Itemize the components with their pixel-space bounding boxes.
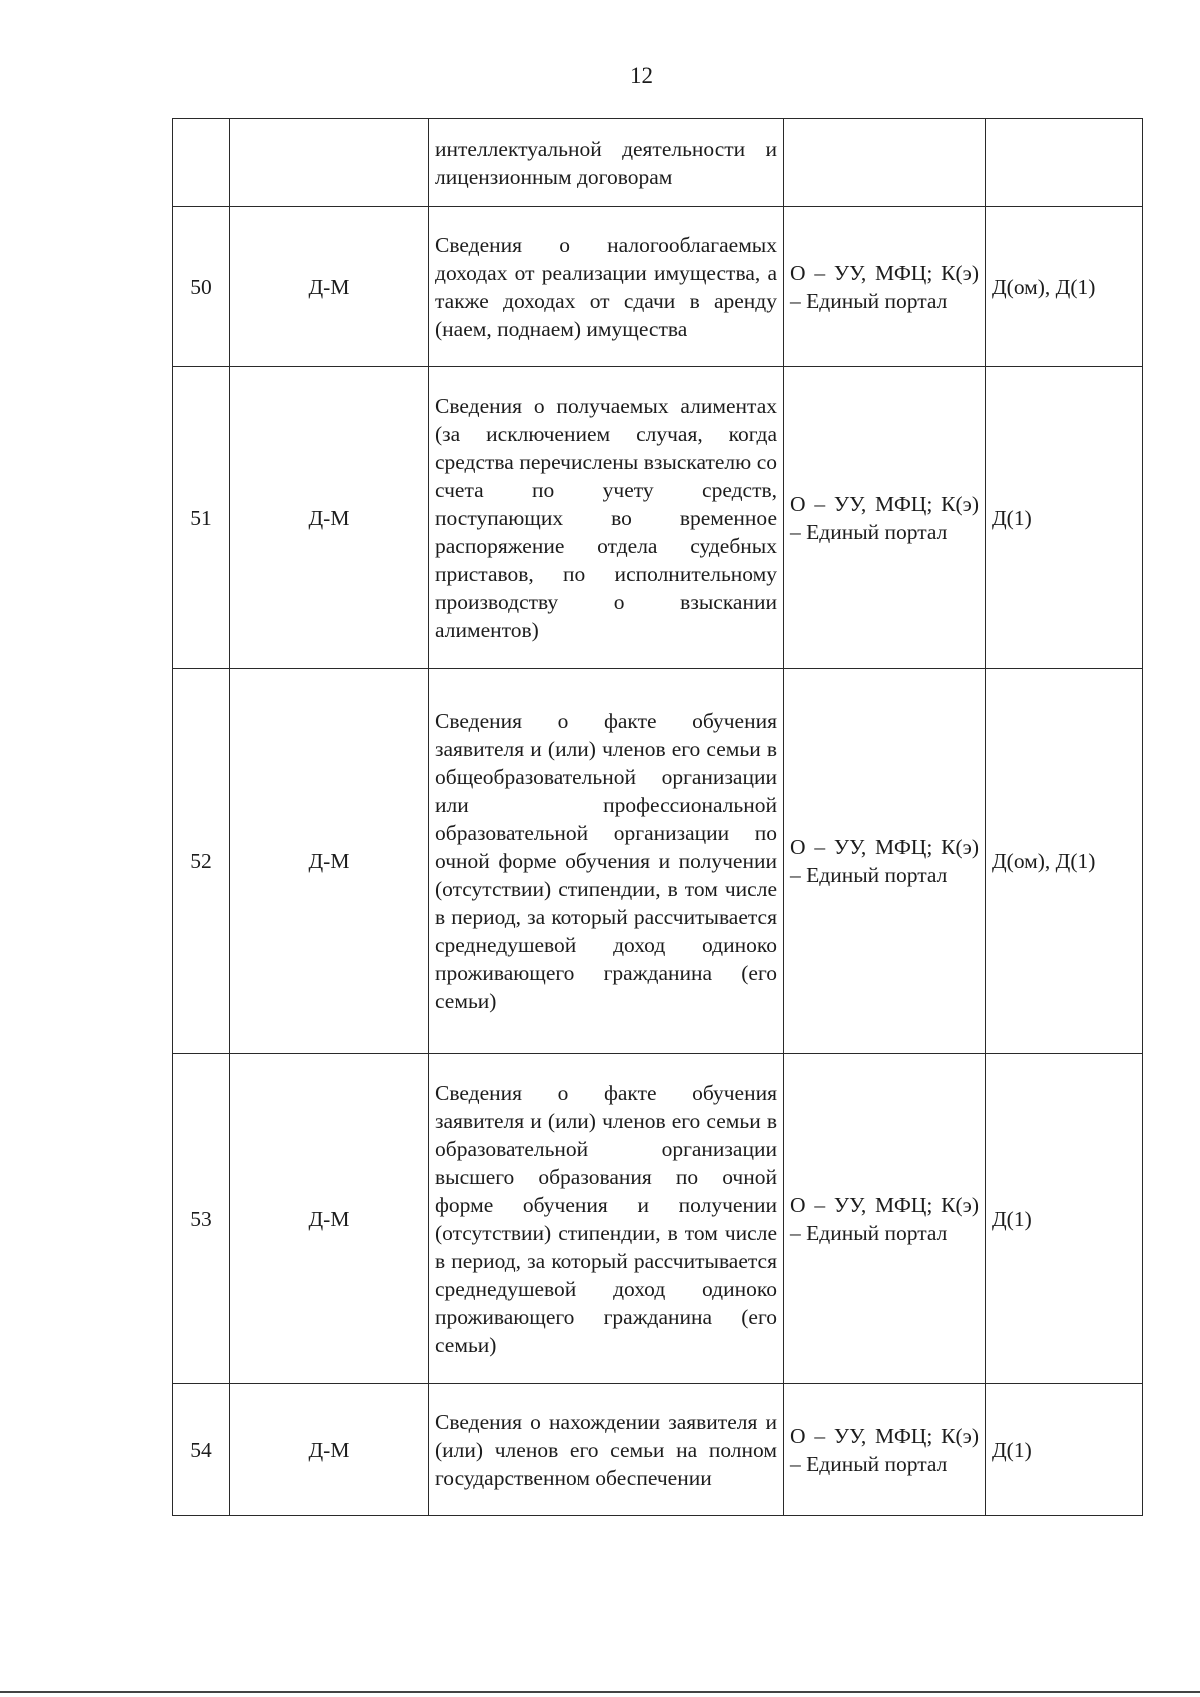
form-cell: Д(1) [986, 367, 1143, 669]
description-cell: интеллектуальной деятельности и лицензионным договорам [429, 119, 784, 207]
description-cell: Сведения о получаемых алиментах (за исключением случая, когда средства перечислены взыскателю со счета по учету средств, поступающих во временное распоряжение отдела судебных приставов, по исполнительному производству о взыскании алиментов) [429, 367, 784, 669]
description-cell: Сведения о факте обучения заявителя и (или) членов его семьи в общеобразовательной организации или профессиональной образовательной организации по очной форме обучения и получении (отсутствии) стипендии, в том числе в период, за который рассчитывается среднедушевой доход одиноко проживающего гражданина (его семьи) [429, 669, 784, 1054]
code-cell: Д-М [230, 669, 429, 1054]
method-cell: О – УУ, МФЦ; К(э) – Единый портал [784, 669, 986, 1054]
form-cell [986, 119, 1143, 207]
description-cell: Сведения о факте обучения заявителя и (или) членов его семьи в образовательной организации высшего образования по очной форме обучения и получении (отсутствии) стипендии, в том числе в период, за который рассчитывается среднедушевой доход одиноко проживающего гражданина (его семьи) [429, 1054, 784, 1384]
method-cell: О – УУ, МФЦ; К(э) – Единый портал [784, 1054, 986, 1384]
table-row [173, 207, 1143, 367]
code-cell [230, 119, 429, 207]
code-cell: Д-М [230, 1384, 429, 1516]
method-cell [784, 119, 986, 207]
method-cell: О – УУ, МФЦ; К(э) – Единый портал [784, 207, 986, 367]
form-cell: Д(1) [986, 1054, 1143, 1384]
table-row [173, 1054, 1143, 1384]
description-cell: Сведения о нахождении заявителя и (или) членов его семьи на полном государственном обеспечении [429, 1384, 784, 1516]
method-cell: О – УУ, МФЦ; К(э) – Единый портал [784, 1384, 986, 1516]
form-cell: Д(ом), Д(1) [986, 207, 1143, 367]
row-number-cell: 50 [173, 207, 230, 367]
row-number-cell: 52 [173, 669, 230, 1054]
row-number-cell: 51 [173, 367, 230, 669]
table-row [173, 1384, 1143, 1516]
method-cell: О – УУ, МФЦ; К(э) – Единый портал [784, 367, 986, 669]
code-cell: Д-М [230, 367, 429, 669]
form-cell: Д(ом), Д(1) [986, 669, 1143, 1054]
row-number-cell: 53 [173, 1054, 230, 1384]
row-number-cell: 54 [173, 1384, 230, 1516]
table-row [173, 669, 1143, 1054]
table-row [173, 119, 1143, 207]
scan-edge-line [0, 1691, 1200, 1693]
form-cell: Д(1) [986, 1384, 1143, 1516]
row-number-cell [173, 119, 230, 207]
document-table [172, 118, 1143, 1516]
page-number: 12 [630, 63, 653, 88]
code-cell: Д-М [230, 207, 429, 367]
description-cell: Сведения о налогооблагаемых доходах от реализации имущества, а также доходах от сдачи в аренду (наем, поднаем) имущества [429, 207, 784, 367]
table-row [173, 367, 1143, 669]
code-cell: Д-М [230, 1054, 429, 1384]
